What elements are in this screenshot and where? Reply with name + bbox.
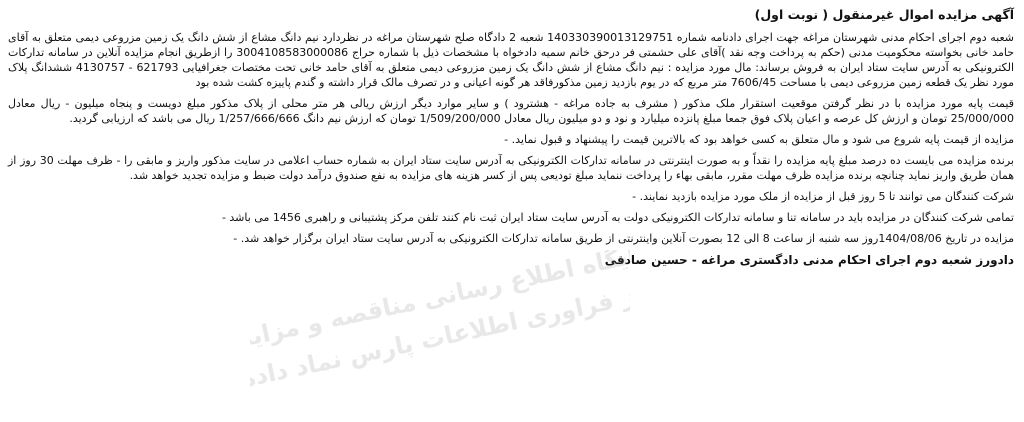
notice-paragraph-date: مزایده در تاریخ 1404/08/06روز سه شنبه از ساعت 8 الی 12 بصورت آنلاین واینترنتی از طریق سامانه تدارکات الکترونیکی به آدرس سایت ستاد ایران برگزار خواهد شد. - <box>233 232 1014 245</box>
watermark-line-2: مرکز فراوری اطلاعات پارس نماد داده <box>250 272 630 390</box>
notice-paragraph-intro: شعبه دوم اجرای احکام مدنی شهرستان مراغه جهت اجرای دادنامه شماره 140330390013129751 شعبه 2 دادگاه صلح شهرستان مراغه در نظردارد نیم دانگ مشاع از شش دانگ یک زمین مزروعی دیمی متعلق به آقای حامد خانی بخواسته محکومیت مدنی (حکم به پرداخت وجه نقد )آقای علی حشمتی فر درحق خانم سمیه دادخواه با مشخصات ذیل با شماره حراج 3004108583000086 را ازطریق انجام مزایده آنلاین در سامانه تدارکات الکترونیکی به آدرس سایت ستاد ایران به فروش برساند: مال مورد مزایده : نیم دانگ مشاع از شش دانگ یک زمین مزروعی دیمی متعلق به آقای حامد خانی تحت مختصات جغرافیایی 621793 - 4130757 ششدانگ پلاک مورد نظر یک قطعه زمین مزروعی دیمی با مساحت 7606/45 متر مربع که در یوم بازدید زمین مذکورفاقد هر گونه اعیانی و در تصرف مالک قرار داشته و گندم پاییزه کشت شده بود <box>8 31 1015 89</box>
auction-notice <box>8 6 1014 269</box>
notice-paragraph-payment: برنده مزایده می بایست ده درصد مبلغ پایه مزایده را نقداً و به صورت اینترنتی در سامانه تدارکات الکترونیکی به آدرس سایت ستاد ایران به شماره حساب اعلامی در سایت مذکور واریز و مابقی را - ظرف مهلت 30 روز از همان طریق واریز نماید چنانچه برنده مزایده ظرف مهلت مقرر، مابقی بهاء را پرداخت ننماید مبلغ تودیعی پس از کسر هزینه های مزایده به نفع صندوق درآمد دولت ضبط و مزایده تجدید خواهد شد. <box>8 154 1014 182</box>
notice-paragraph-start: مزایده از قیمت پایه شروع می شود و مال متعلق به کسی خواهد بود که بالاترین قیمت را پیشنهاد و قبول نماید. - <box>504 133 1014 146</box>
watermark-graphic <box>250 250 630 390</box>
watermark-line-1: پایگاه اطلاع رسانی مناقصه و مزایده <box>250 250 630 356</box>
notice-signature: دادورز شعبه دوم اجرای احکام مدنی دادگستری مراغه - حسین صادقی <box>604 253 1014 267</box>
notice-paragraph-visit: شرکت کنندگان می توانند تا 5 روز قبل از مزایده از ملک مورد مزایده بازدید نمایند. - <box>632 190 1014 203</box>
watermark <box>250 250 630 390</box>
notice-title: آگهی مزایده اموال غیرمنقول ( نوبت اول) <box>754 7 1014 22</box>
notice-paragraph-base-price: قیمت پایه مورد مزایده با در نظر گرفتن موقعیت استقرار ملک مذکور ( مشرف به جاده مراغه - هشترود ) و سایر موارد دیگر ارزش ریالی هر متر محلی از پلاک مذکور مبلغ دویست و پنجاه میلیون - ریال معادل 25/000/000 تومان و ارزش کل عرصه و اعیان پلاک فوق جمعا مبلغ پانزده میلیارد و نود و دو میلیون ریال معادل 1/509/200/000 تومان که ارزش نیم دانگ 1/257/666/666 ریال می باشد که ارزیابی گردید. <box>8 97 1014 125</box>
notice-paragraph-registration: تمامی شرکت کنندگان در مزایده باید در سامانه تنا و سامانه تدارکات الکترونیکی دولت به آدرس سایت ستاد ایران ثبت نام کنند تلفن مرکز پشتیبانی و راهبری 1456 می باشد - <box>221 211 1014 224</box>
